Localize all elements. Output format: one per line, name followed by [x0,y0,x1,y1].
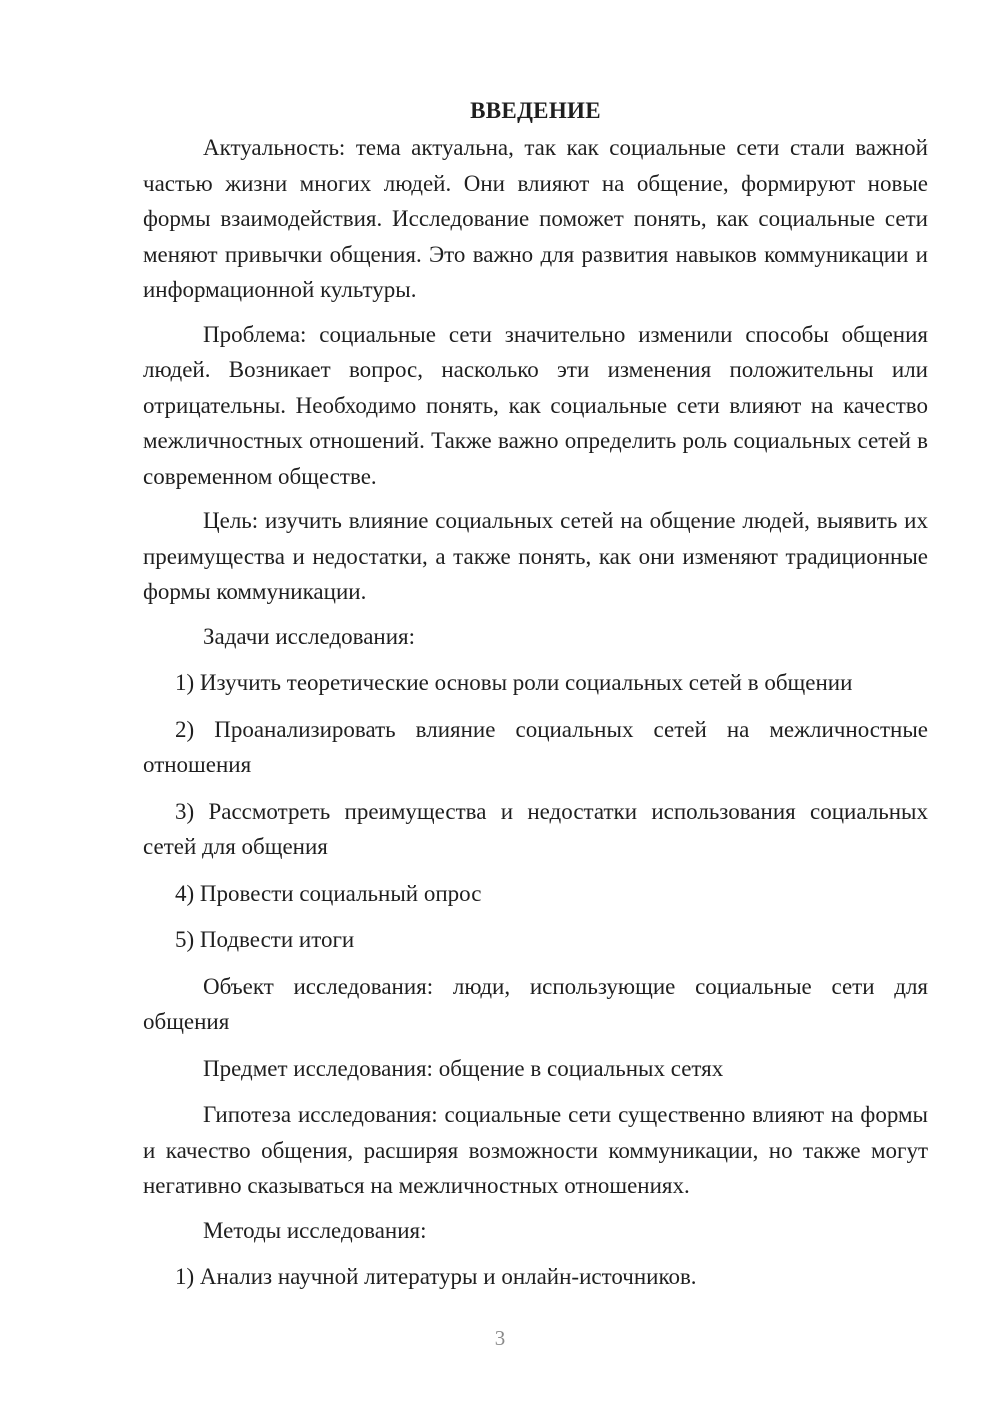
goal-paragraph: Цель: изучить влияние социальных сетей на общение людей, выявить их преимущества и недостатки, а также понять, как они изменяют традиционные формы коммуникации. [143,508,928,604]
problem-paragraph: Проблема: социальные сети значительно изменили способы общения людей. Возникает вопрос, насколько эти изменения положительны или отрицательны. Необходимо понять, как социальные сети влияют на качество межличностных отношений. Также важно определить роль социальных сетей в современном обществе. [143,321,928,489]
hypothesis-paragraph: Гипотеза исследования: социальные сети существенно влияют на формы и качество общения, расширяя возможности коммуникации, но также могут негативно сказываться на межличностных отношениях. [143,1102,928,1198]
object-paragraph: Объект исследования: люди, использующие социальные сети для общения [143,973,928,1034]
subject-paragraph: Предмет исследования: общение в социальных сетях [203,1055,724,1081]
task-item: 3) Рассмотреть преимущества и недостатки использования социальных сетей для общения [143,798,928,859]
method-item: 1) Анализ научной литературы и онлайн-источников. [175,1264,697,1289]
tasks-title: Задачи исследования: [203,623,416,649]
relevance-paragraph: Актуальность: тема актуальна, так как социальные сети стали важной частью жизни многих людей. Они влияют на общение, формируют новые формы взаимодействия. Исследование поможет понять, как социальные сети меняют привычки общения. Это важно для развития навыков коммуникации и информационной культуры. [143,135,928,302]
page-content [143,93,928,1295]
task-item: 4) Провести социальный опрос [175,880,482,906]
task-item: 5) Подвести итоги [175,927,355,952]
page-number: 3 [494,1326,506,1350]
methods-title: Методы исследования: [203,1217,427,1243]
task-item: 1) Изучить теоретические основы роли социальных сетей в общении [175,670,853,695]
task-item: 2) Проанализировать влияние социальных сетей на межличностные отношения [143,716,928,777]
section-heading: ВВЕДЕНИЕ [470,98,601,123]
